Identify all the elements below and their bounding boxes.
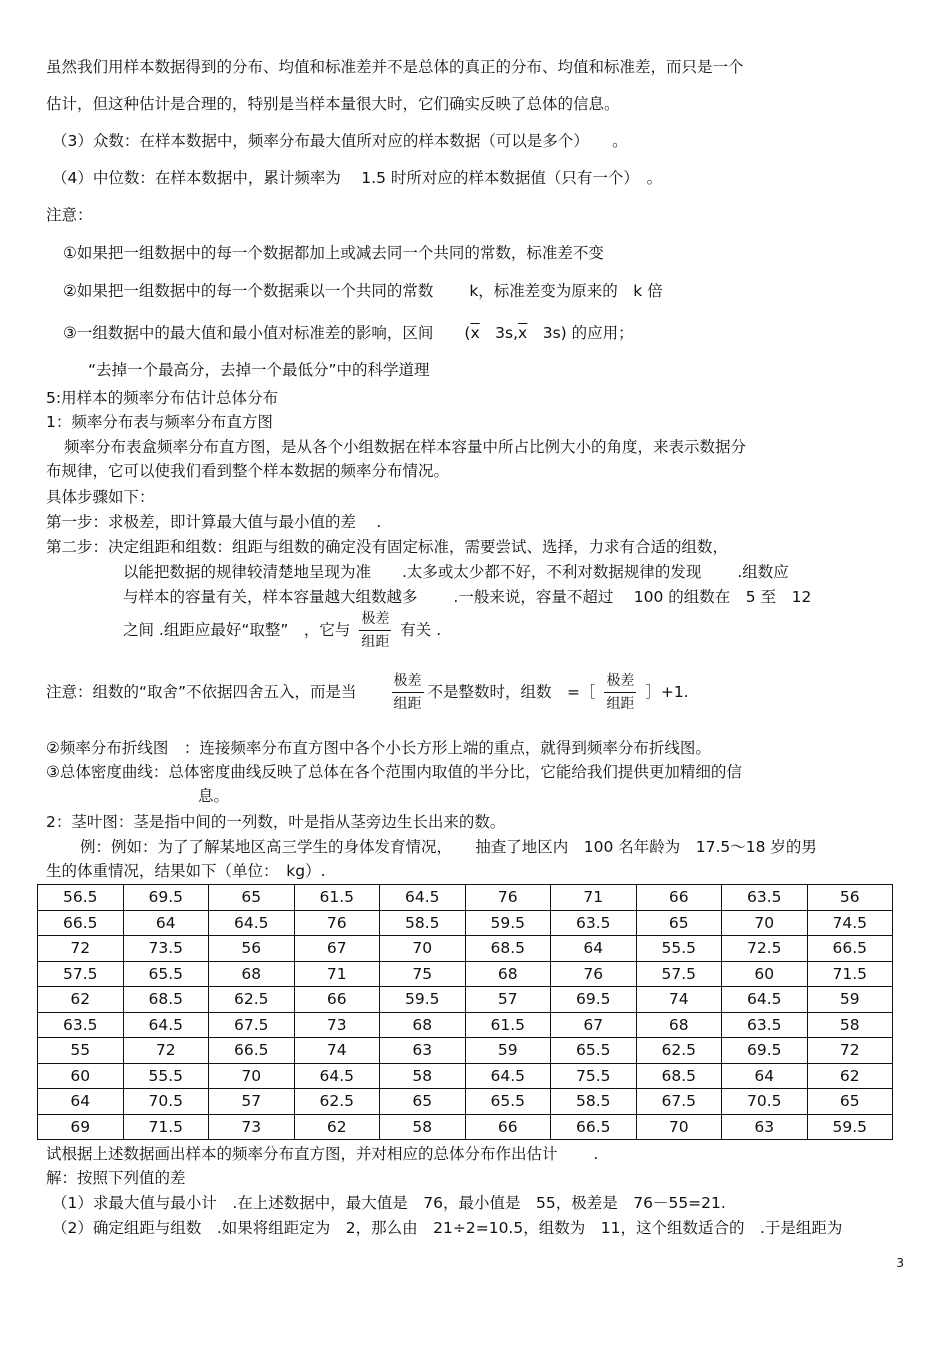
table-cell: 66.5 — [209, 1038, 295, 1064]
table-cell: 73 — [294, 1012, 380, 1038]
table-cell: 70.5 — [123, 1089, 209, 1115]
table-cell: 62 — [38, 987, 124, 1013]
table-cell: 69.5 — [123, 885, 209, 911]
solution-step: （2）确定组距与组数 .如果将组距定为 2，那么由 21÷2=10.5，组数为 11，这个组数适合的 .于是组距为 — [52, 1219, 843, 1237]
table-cell: 62.5 — [294, 1089, 380, 1115]
table-cell: 64 — [123, 910, 209, 936]
table-cell: 57.5 — [636, 961, 722, 987]
table-cell: 74 — [636, 987, 722, 1013]
table-cell: 73 — [209, 1114, 295, 1140]
table-cell: 66.5 — [807, 936, 893, 962]
paragraph: 布规律，它可以使我们看到整个样本数据的频率分布情况。 — [46, 462, 450, 480]
table-cell: 56 — [807, 885, 893, 911]
table-cell: 71 — [551, 885, 637, 911]
paragraph: 频率分布表盒频率分布直方图，是从各个小组数据在样本容量中所占比例大小的角度，来表示数据分 — [64, 438, 747, 456]
step: 与样本的容量有关，样本容量越大组数越多 .一般来说，容量不超过 100 的组数在 5 至 12 — [123, 588, 812, 606]
table-cell: 56.5 — [38, 885, 124, 911]
table-row — [38, 961, 893, 987]
table-cell: 63.5 — [38, 1012, 124, 1038]
table-cell: 58 — [380, 1114, 466, 1140]
table-cell: 58 — [380, 1063, 466, 1089]
table-cell: 59.5 — [807, 1114, 893, 1140]
text-line: ②频率分布折线图 ：连接频率分布直方图中各个小长方形上端的重点，就得到频率分布折线图。 — [46, 739, 711, 757]
text-line: 估计，但这种估计是合理的，特别是当样本量很大时，它们确实反映了总体的信息。 — [46, 95, 620, 113]
note-label: 注意： — [46, 206, 93, 224]
table-cell: 66.5 — [38, 910, 124, 936]
table-cell: 73.5 — [123, 936, 209, 962]
table-cell: 65.5 — [123, 961, 209, 987]
table-cell: 67.5 — [209, 1012, 295, 1038]
table-cell: 63 — [380, 1038, 466, 1064]
table-cell: 65.5 — [551, 1038, 637, 1064]
table-row — [38, 1012, 893, 1038]
table-cell: 58.5 — [380, 910, 466, 936]
table-cell: 64.5 — [380, 885, 466, 911]
table-cell: 63 — [722, 1114, 808, 1140]
x-bar: $\overline{x}$ — [518, 324, 528, 342]
table-cell: 57 — [465, 987, 551, 1013]
table-cell: 70 — [636, 1114, 722, 1140]
table-cell: 68 — [380, 1012, 466, 1038]
table-cell: 60 — [38, 1063, 124, 1089]
table-cell: 65 — [807, 1089, 893, 1115]
table-cell: 65 — [380, 1089, 466, 1115]
table-cell: 59 — [807, 987, 893, 1013]
table-cell: 66 — [465, 1114, 551, 1140]
subsection-heading: 1：频率分布表与频率分布直方图 — [46, 413, 273, 431]
note-text: 不是整数时，组数 =［ — [427, 683, 596, 701]
table-cell: 70.5 — [722, 1089, 808, 1115]
table-cell: 68 — [209, 961, 295, 987]
step: 第一步：求极差，即计算最大值与最小值的差 . — [46, 513, 382, 531]
table-cell: 64 — [38, 1089, 124, 1115]
table-cell: 55.5 — [123, 1063, 209, 1089]
text-line: 具体步骤如下： — [46, 488, 155, 506]
note-text: 注意：组数的“取舍”不依据四舍五入，而是当 — [46, 683, 357, 701]
step: 第二步：决定组距和组数：组距与组数的确定没有固定标准，需要尝试、选择，力求有合适的组数， — [46, 538, 729, 556]
table-cell: 75 — [380, 961, 466, 987]
table-cell: 57.5 — [38, 961, 124, 987]
step: 以能把数据的规律较清楚地呈现为准 .太多或太少都不好，不利对数据规律的发现 .组数应 — [123, 563, 789, 581]
table-row — [38, 987, 893, 1013]
table-row — [38, 885, 893, 911]
table-cell: 76 — [551, 961, 637, 987]
note-text: ］+1. — [645, 683, 689, 701]
text-line: 虽然我们用样本数据得到的分布、均值和标准差并不是总体的真正的分布、均值和标准差，而只是一个 — [46, 58, 744, 76]
table-cell: 61.5 — [294, 885, 380, 911]
solution-step: （1）求最大值与最小计 .在上述数据中，最大值是 76，最小值是 55，极差是 76－55=21. — [52, 1194, 726, 1212]
table-cell: 68 — [465, 961, 551, 987]
table-cell: 71.5 — [807, 961, 893, 987]
table-cell: 71 — [294, 961, 380, 987]
table-cell: 63.5 — [722, 1012, 808, 1038]
table-cell: 68.5 — [465, 936, 551, 962]
table-cell: 59.5 — [465, 910, 551, 936]
table-cell: 70 — [380, 936, 466, 962]
note3-text: ③一组数据中的最大值和最小值对标准差的影响，区间 ( — [63, 324, 471, 342]
note-item: “去掉一个最高分，去掉一个最低分”中的科学道理 — [88, 361, 430, 379]
table-cell: 74 — [294, 1038, 380, 1064]
text-line: 息。 — [198, 787, 230, 805]
note-item: ①如果把一组数据中的每一个数据都加上或减去同一个共同的常数，标准差不变 — [63, 244, 604, 262]
table-cell: 58.5 — [551, 1089, 637, 1115]
weight-data-table — [37, 884, 893, 1140]
fraction-range-over-width: $\frac{\text{极差}}{\text{组距}}$ — [606, 673, 635, 712]
note3-text: 3s) 的应用； — [527, 324, 634, 342]
table-cell: 70 — [209, 1063, 295, 1089]
table-cell: 65 — [636, 910, 722, 936]
table-row — [38, 1089, 893, 1115]
table-cell: 64.5 — [722, 987, 808, 1013]
section-heading: 5:用样本的频率分布估计总体分布 — [46, 389, 279, 407]
table-cell: 56 — [209, 936, 295, 962]
example: 生的体重情况，结果如下（单位： kg）. — [46, 862, 326, 880]
table-cell: 65 — [209, 885, 295, 911]
note3-text: 3s, — [479, 324, 519, 342]
subsection-heading: 2：茎叶图：茎是指中间的一列数，叶是指从茎旁边生长出来的数。 — [46, 813, 506, 831]
text-line: （3）众数：在样本数据中，频率分布最大值所对应的样本数据（可以是多个） 。 — [52, 132, 628, 150]
table-cell: 72 — [123, 1038, 209, 1064]
text-line: 解：按照下列值的差 — [46, 1169, 186, 1187]
table-cell: 62 — [807, 1063, 893, 1089]
table-cell: 66 — [294, 987, 380, 1013]
table-cell: 72 — [38, 936, 124, 962]
table-cell: 66 — [636, 885, 722, 911]
table-cell: 76 — [465, 885, 551, 911]
fraction-range-over-width: $\frac{\text{极差}}{\text{组距}}$ — [361, 611, 390, 650]
x-bar: $\overline{x}$ — [470, 324, 480, 342]
table-cell: 64 — [722, 1063, 808, 1089]
step — [123, 610, 441, 651]
table-cell: 66.5 — [551, 1114, 637, 1140]
table-row — [38, 910, 893, 936]
table-cell: 65.5 — [465, 1089, 551, 1115]
table-row — [38, 1063, 893, 1089]
table-cell: 75.5 — [551, 1063, 637, 1089]
table-cell: 69.5 — [551, 987, 637, 1013]
table-cell: 67 — [551, 1012, 637, 1038]
table-cell: 63.5 — [722, 885, 808, 911]
table-cell: 59 — [465, 1038, 551, 1064]
table-cell: 57 — [209, 1089, 295, 1115]
note-item — [63, 323, 634, 343]
table-cell: 68.5 — [636, 1063, 722, 1089]
table-cell: 60 — [722, 961, 808, 987]
text-line: （4）中位数：在样本数据中，累计频率为 1.5 时所对应的样本数据值（只有一个） 。 — [52, 169, 663, 187]
table-cell: 64 — [551, 936, 637, 962]
table-cell: 55.5 — [636, 936, 722, 962]
table-cell: 58 — [807, 1012, 893, 1038]
step-text: 有关 . — [400, 621, 442, 639]
page-number: 3 — [896, 1256, 904, 1270]
table-cell: 64.5 — [294, 1063, 380, 1089]
table-cell: 64.5 — [123, 1012, 209, 1038]
table-cell: 71.5 — [123, 1114, 209, 1140]
table-cell: 59.5 — [380, 987, 466, 1013]
table-cell: 64.5 — [465, 1063, 551, 1089]
table-cell: 67.5 — [636, 1089, 722, 1115]
table-cell: 68.5 — [123, 987, 209, 1013]
table-cell: 62.5 — [209, 987, 295, 1013]
table-cell: 74.5 — [807, 910, 893, 936]
table-row — [38, 1114, 893, 1140]
table-row — [38, 1038, 893, 1064]
table-cell: 62 — [294, 1114, 380, 1140]
table-cell: 72.5 — [722, 936, 808, 962]
table-cell: 64.5 — [209, 910, 295, 936]
table-cell: 68 — [636, 1012, 722, 1038]
fraction-range-over-width: $\frac{\text{极差}}{\text{组距}}$ — [393, 673, 422, 712]
note-item: ②如果把一组数据中的每一个数据乘以一个共同的常数 k，标准差变为原来的 k 倍 — [63, 282, 663, 300]
table-row — [38, 936, 893, 962]
table-cell: 67 — [294, 936, 380, 962]
text-line: ③总体密度曲线：总体密度曲线反映了总体在各个范围内取值的半分比，它能给我们提供更加精细的信 — [46, 763, 742, 781]
table-cell: 76 — [294, 910, 380, 936]
table-cell: 72 — [807, 1038, 893, 1064]
table-cell: 69.5 — [722, 1038, 808, 1064]
table-cell: 63.5 — [551, 910, 637, 936]
text-line: 试根据上述数据画出样本的频率分布直方图，并对相应的总体分布作出估计 . — [46, 1145, 599, 1163]
note — [46, 672, 689, 713]
table-cell: 62.5 — [636, 1038, 722, 1064]
table-cell: 61.5 — [465, 1012, 551, 1038]
table-cell: 69 — [38, 1114, 124, 1140]
step-text: 之间 .组距应最好“取整” ，它与 — [123, 621, 351, 639]
table-cell: 55 — [38, 1038, 124, 1064]
example: 例：例如：为了了解某地区高三学生的身体发育情况， 抽查了地区内 100 名年龄为 17.5～18 岁的男 — [80, 838, 817, 856]
table-cell: 70 — [722, 910, 808, 936]
